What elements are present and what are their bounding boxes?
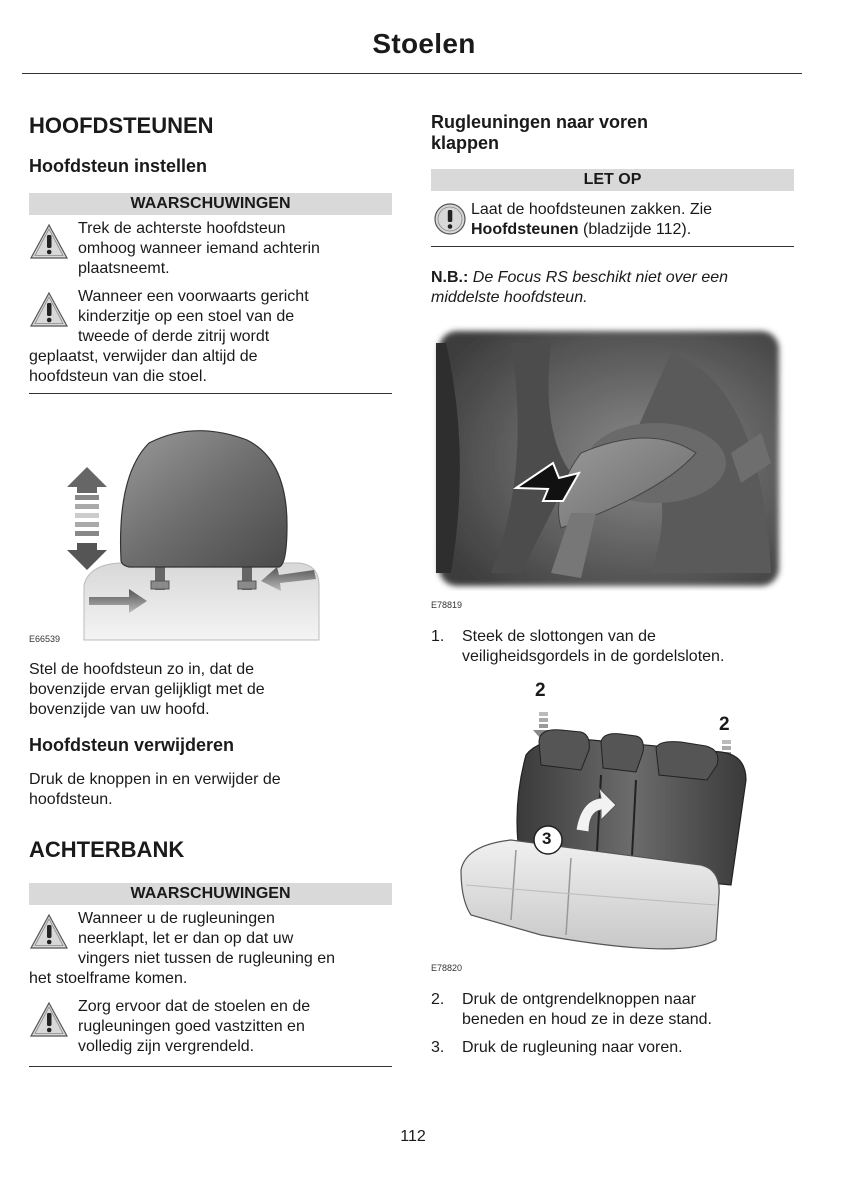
section-title-hoofdsteunen: HOOFDSTEUNEN bbox=[29, 113, 214, 138]
warning-text: Zorg ervoor dat de stoelen en de rugleuningen goed vastzitten en volledig zijn vergrendeld. bbox=[78, 998, 311, 1055]
warning-text: Wanneer een voorwaarts gericht kinderzitje op een stoel van de tweede of derde zitrij wordt bbox=[78, 288, 309, 345]
section-title-achterbank: ACHTERBANK bbox=[29, 837, 185, 862]
step-1: 1. Steek de slottongen van de veiligheidsgordels in de gordelsloten. bbox=[431, 628, 725, 665]
caution-header: LET OP bbox=[431, 169, 794, 191]
callout-2-right: 2 bbox=[719, 714, 730, 735]
section-divider bbox=[29, 393, 392, 394]
callout-2-left: 2 bbox=[535, 680, 546, 701]
note: N.B.: De Focus RS beschikt niet over een middelste hoofdsteun. bbox=[431, 269, 729, 306]
subsection-title-verwijderen: Hoofdsteun verwijderen bbox=[29, 735, 235, 755]
headrest-illustration bbox=[29, 415, 329, 645]
paragraph: Druk de knoppen in en verwijder de hoofdsteun. bbox=[29, 771, 281, 808]
figure-code: E78819 bbox=[431, 600, 463, 610]
page-number: 112 bbox=[400, 1128, 426, 1145]
warning-text: Trek de achterste hoofdsteun omhoog wanneer iemand achterin plaatsneemt. bbox=[78, 220, 320, 277]
warning-text: Wanneer u de rugleuningen neerklapt, let er dan op dat uw bbox=[78, 910, 294, 947]
step-2: 2. Druk de ontgrendelknoppen naar beneden en houd ze in deze stand. bbox=[431, 991, 712, 1028]
section-divider bbox=[29, 1066, 392, 1067]
figure-code: E78820 bbox=[431, 963, 463, 973]
title-divider bbox=[22, 73, 802, 74]
step-3: 3. Druk de rugleuning naar voren. bbox=[431, 1039, 683, 1056]
page-title: Stoelen bbox=[372, 28, 476, 59]
callout-3: 3 bbox=[542, 829, 552, 848]
paragraph: Stel de hoofdsteun zo in, dat de bovenzijde ervan gelijkligt met de bovenzijde van uw hoofd. bbox=[29, 661, 265, 718]
warnings-header: WAARSCHUWINGEN bbox=[29, 883, 392, 905]
warning-icon bbox=[29, 1000, 69, 1045]
subsection-title-instellen: Hoofdsteun instellen bbox=[29, 156, 208, 176]
warning-icon bbox=[29, 290, 69, 335]
seatbelt-illustration bbox=[431, 323, 786, 591]
warning-text-continued: vingers niet tussen de rugleuning en het stoelframe komen. bbox=[29, 950, 336, 987]
rear-bench-illustration bbox=[431, 680, 791, 970]
warning-icon bbox=[29, 222, 69, 267]
caution-text: Laat de hoofdsteunen zakken. Zie Hoofdsteunen (bladzijde 112). bbox=[471, 201, 713, 238]
warnings-header: WAARSCHUWINGEN bbox=[29, 193, 392, 215]
figure-code: E66539 bbox=[29, 634, 61, 644]
caution-icon bbox=[433, 202, 467, 241]
section-divider bbox=[431, 246, 794, 247]
section-title-rugleuningen: Rugleuningen naar voren klappen bbox=[431, 112, 649, 153]
warning-text-continued: geplaatst, verwijder dan altijd de hoofdsteun van die stoel. bbox=[29, 348, 258, 385]
